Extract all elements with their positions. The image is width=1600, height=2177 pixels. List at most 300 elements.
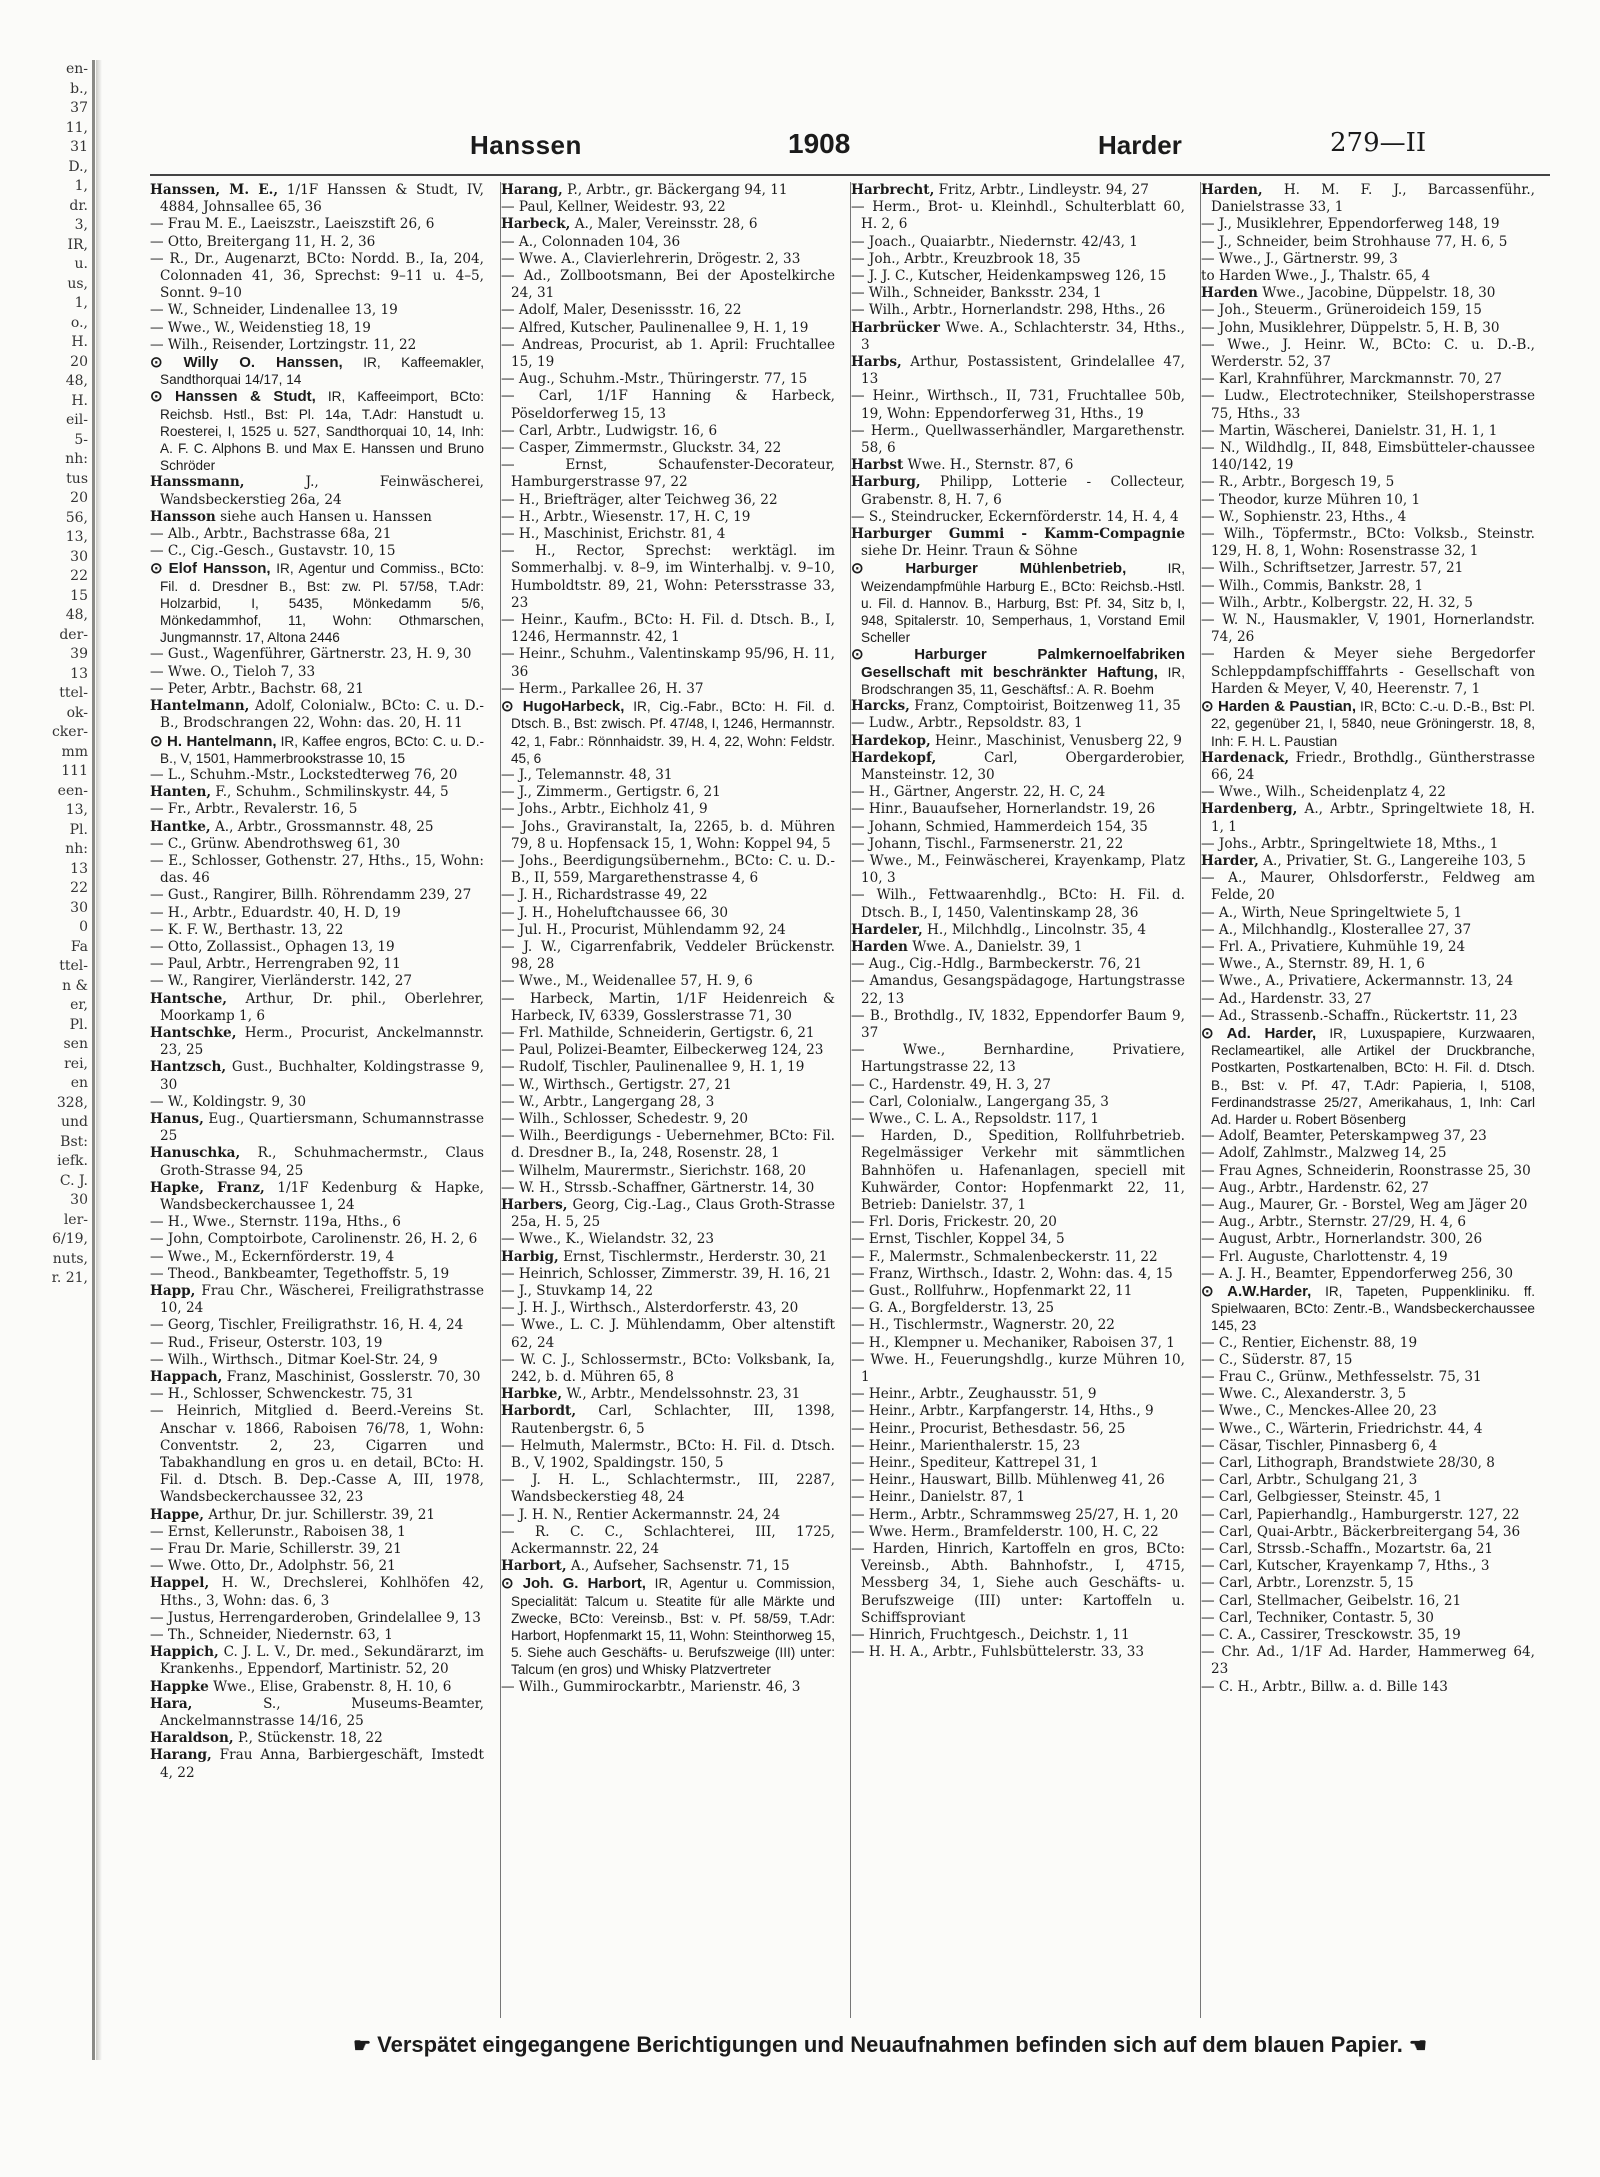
directory-entry — [150, 508, 484, 526]
prev-page-fragment: ttel- — [59, 958, 88, 974]
directory-entry — [1201, 801, 1535, 835]
page-number: 279—II — [1330, 128, 1427, 158]
entry-details: — Aug., Maurer, Gr. - Borstel, Weg am Jäger 20 — [1201, 1196, 1528, 1213]
directory-entry — [150, 336, 484, 354]
entry-details: — Johs., Arbtr., Eichholz 41, 9 — [501, 801, 708, 818]
directory-entry — [1201, 1179, 1535, 1197]
directory-entry — [851, 199, 1185, 233]
prev-page-fragment: 20 — [70, 490, 88, 506]
entry-name: Harden — [1201, 285, 1258, 302]
entry-details: — Carl, Techniker, Contastr. 5, 30 — [1201, 1609, 1434, 1626]
prev-page-fragment: 5- — [74, 431, 88, 448]
directory-entry — [1201, 474, 1535, 491]
directory-entry — [1201, 870, 1535, 904]
entry-details: — Peter, Arbtr., Bachstr. 68, 21 — [150, 680, 364, 697]
entry-details: — J., Zimmerm., Gertigstr. 6, 21 — [501, 784, 721, 801]
directory-entry — [851, 250, 1185, 268]
directory-entry — [501, 680, 835, 698]
directory-entry — [851, 422, 1185, 457]
prev-page-fragment: 30 — [70, 1192, 88, 1208]
directory-entry — [1201, 956, 1535, 973]
directory-entry — [150, 1351, 484, 1369]
entry-details: IR, Agentur und Commiss., BCto: Fil. d. Dresdner B., Bst: zw. Pl. 57/58, T.Adr: Holzarbid, I, 5435, Mönkedamm 5/6, Mönkedammhof, 11, Wohn: Othmarschen, Jungmannstr. 17, Altona 2446 — [160, 561, 484, 646]
entry-details: — Herm., Parkallee 26, H. 37 — [501, 680, 704, 697]
directory-entry — [851, 1437, 1185, 1455]
directory-entry — [150, 1024, 484, 1059]
directory-entry — [851, 1455, 1185, 1472]
entry-details: — Otto, Breitergang 11, H. 2, 36 — [150, 233, 376, 250]
entry-name: Harbordt, — [501, 1403, 577, 1420]
entry-details: — Wwe., Bernhardine, Privatiere, Hartungstrasse 22, 13 — [851, 1042, 1185, 1076]
entry-details: C. J. L. V., Dr. med., Sekundärarzt, im Krankenhs., Eppendorf, Martinistr. 52, 20 — [160, 1644, 485, 1678]
entry-details: — H., Arbtr., Eduardstr. 40, H. D, 19 — [150, 904, 401, 921]
entry-details: — J. H. N., Rentier Ackermannstr. 24, 24 — [501, 1506, 781, 1523]
prev-page-fragment: 1, — [74, 295, 88, 311]
directory-entry — [1201, 1541, 1535, 1558]
directory-entry — [1201, 1351, 1535, 1369]
entry-details: — W., Wirthsch., Gertigstr. 27, 21 — [501, 1076, 732, 1093]
entry-details: — Rudolf, Tischler, Paulinenallee 9, H. 1, 19 — [501, 1059, 805, 1076]
entry-name: Hanus, — [150, 1110, 204, 1127]
prev-page-fragment: und — [61, 1114, 88, 1130]
prev-page-fragment: 15 — [70, 587, 88, 604]
entry-details: — Ernst, Kellerunstr., Raboisen 38, 1 — [150, 1523, 406, 1540]
entry-name: Happel, — [150, 1575, 210, 1592]
entry-name: Harden — [851, 938, 908, 955]
prev-page-fragment: C. J. — [59, 1172, 88, 1189]
entry-details: — Wilh., Fettwaarenhdlg., BCto: H. Fil. d. Dtsch. B., I, 1450, Valentinskamp 28, 36 — [851, 887, 1185, 921]
directory-entry — [851, 268, 1185, 285]
directory-entry — [1201, 388, 1535, 422]
prev-page-fragment: 13 — [70, 860, 88, 877]
directory-entry — [501, 818, 835, 853]
directory-entry — [150, 1523, 484, 1541]
entry-details: — Ludw., Arbtr., Repsoldstr. 83, 1 — [851, 715, 1083, 732]
entry-details: — Wilh., Schriftsetzer, Jarrestr. 57, 21 — [1201, 560, 1464, 577]
entry-details: Friedr., Brothdlg., Güntherstrasse 66, 24 — [1211, 749, 1535, 783]
entry-details: Fritz, Arbtr., Lindleystr. 94, 27 — [938, 182, 1149, 198]
entry-details: — Johs., Arbtr., Springeltwiete 18, Mths., 1 — [1201, 835, 1499, 852]
entry-name: Happach, — [150, 1369, 223, 1386]
directory-entry — [1201, 1420, 1535, 1438]
directory-entry — [501, 904, 835, 922]
entry-details: 1/1F Hanssen & Studt, IV, 4884, Johnsallee 65, 36 — [160, 182, 484, 216]
column-3 — [850, 182, 1189, 2018]
entry-details: A., Privatier, St. G., Langereihe 103, 5 — [1263, 852, 1526, 869]
directory-entry — [150, 801, 484, 818]
entry-details: — J., Stuvkamp 14, 22 — [501, 1283, 653, 1299]
entry-details: — Johs., Graviranstalt, Ia, 2265, b. d. Mühren 79, 8 u. Hopfensack 15, 1, Wohn: Koppel 94, 5 — [501, 818, 835, 852]
entry-name: Hanssmann, — [150, 474, 245, 491]
entry-name: Hanssen, M. E., — [150, 182, 279, 198]
entry-details: — Gust., Rangirer, Billh. Röhrendamm 239, 27 — [150, 887, 472, 904]
directory-entry — [1201, 1558, 1535, 1575]
prev-page-fragment: 3, — [74, 217, 88, 233]
entry-details: Carl, Schlachter, III, 1398, Rautenbergstr. 6, 5 — [511, 1403, 835, 1437]
entry-details: — Herm., Quellwasserhändler, Margarethenstr. 58, 6 — [851, 422, 1185, 457]
entry-name: Harburger Gummi - Kamm-Compagnie — [851, 526, 1185, 543]
directory-entry — [1201, 1609, 1535, 1627]
entry-details: — Cäsar, Tischler, Pinnasberg 6, 4 — [1201, 1437, 1438, 1454]
entry-details: — Wwe., C., Menckes-Allee 20, 23 — [1201, 1403, 1437, 1420]
prev-page-fragment: dr. — [69, 197, 88, 214]
entry-details: — R., Arbtr., Borgesch 19, 5 — [1201, 474, 1395, 491]
directory-entry — [1201, 1506, 1535, 1524]
directory-entry — [150, 1386, 484, 1403]
directory-entry — [851, 1317, 1185, 1334]
entry-details: — J., Schneider, beim Strohhause 77, H. 6, 5 — [1201, 233, 1508, 250]
entry-details: A., Maler, Vereinsstr. 28, 6 — [574, 216, 758, 233]
directory-entry — [150, 1214, 484, 1231]
prev-page-fragment: iefk. — [57, 1153, 88, 1169]
entry-details: — John, Musiklehrer, Düppelstr. 5, H. B, 30 — [1201, 319, 1500, 336]
directory-entry — [150, 302, 484, 319]
prev-page-fragment: Pl. — [69, 1016, 88, 1033]
entry-details: — F., Malermstr., Schmalenbeckerstr. 11, 22 — [851, 1248, 1158, 1265]
column-1 — [150, 182, 488, 2018]
prev-page-fragment: Pl. — [69, 821, 88, 838]
prev-page-fragment: cker- — [51, 724, 88, 740]
entry-details: — Wwe., M., Feinwäscherei, Krayenkamp, Platz 10, 3 — [851, 852, 1185, 887]
directory-entry — [501, 182, 835, 199]
entry-details: — Paul, Polizei-Beamter, Eilbeckerweg 124, 23 — [501, 1042, 824, 1059]
entry-details: Franz, Maschinist, Gosslerstr. 70, 30 — [226, 1369, 481, 1386]
prev-page-fragment: 11, — [65, 119, 88, 136]
directory-entry — [501, 1024, 835, 1042]
directory-entry — [501, 1506, 835, 1524]
prev-page-fragment: 13, — [65, 529, 88, 545]
entry-details: — W., Rangirer, Vierländerstr. 142, 27 — [150, 973, 413, 990]
entry-name: Happ, — [150, 1283, 196, 1299]
directory-entry — [1201, 1265, 1535, 1283]
entry-details: — Adolf, Zahlmstr., Malzweg 14, 25 — [1201, 1145, 1447, 1162]
prev-page-fragment: 0 — [79, 919, 88, 935]
directory-entry — [150, 1179, 484, 1214]
entry-name: ⊙ Harburger Palmkernoelfabriken Gesellschaft mit beschränkter Haftung, — [851, 646, 1185, 681]
entry-name: Hantzsch, — [150, 1059, 227, 1076]
directory-entry — [1201, 1128, 1535, 1145]
directory-entry — [501, 336, 835, 371]
prev-page-fragment: Bst: — [60, 1133, 88, 1150]
entry-details: IR, Brodschrangen 35, 11, Geschäftsf.: A. R. Boehm — [861, 664, 1186, 697]
entry-details: A., Arbtr., Grossmannstr. 48, 25 — [214, 818, 434, 835]
entry-details: IR, Luxuspapiere, Kurzwaaren, Reclameartikel, alle Artikel der Druckbranche, Postkarten, Postkartenalben, BCto: H. Fil. d. Dtsch. B., Bst: v. Pf. 47, T.Adr: Papieria, I, 5108, Ferdinandstrasse 25/27, Amerikahaus, 1, Inh: Carl Ad. Harder u. Robert Bösenberg — [1211, 1025, 1535, 1127]
entry-details: — Otto, Zollassist., Ophagen 13, 19 — [150, 938, 395, 955]
directory-entry — [1201, 1334, 1535, 1352]
entry-details: — Heinr., Arbtr., Zeughausstr. 51, 9 — [851, 1386, 1097, 1403]
directory-entry — [851, 319, 1185, 354]
directory-entry — [1201, 1145, 1535, 1162]
entry-name: Hapke, Franz, — [150, 1179, 265, 1196]
directory-entry — [150, 1609, 484, 1627]
directory-entry — [1201, 1523, 1535, 1541]
entry-details: — Frau Dr. Marie, Schillerstr. 39, 21 — [150, 1541, 402, 1558]
directory-entry — [150, 216, 484, 233]
entry-details: Wwe. A., Danielstr. 39, 1 — [912, 938, 1083, 955]
directory-entry — [1201, 1386, 1535, 1403]
directory-entry — [501, 1196, 835, 1231]
entry-details: — Adolf, Beamter, Peterskampweg 37, 23 — [1201, 1128, 1487, 1145]
entry-details: — W. C. J., Schlossermstr., BCto: Volksbank, Ia, 242, b. d. Mühren 65, 8 — [501, 1351, 835, 1386]
directory-entry — [150, 921, 484, 939]
entry-details: — John, Comptoirbote, Carolinenstr. 26, H. 2, 6 — [150, 1231, 478, 1248]
entry-details: Wwe. A., Schlachterstr. 34, Hths., 3 — [861, 319, 1185, 353]
entry-details: — Herm., Arbtr., Schrammsweg 25/27, H. 1, 20 — [851, 1506, 1179, 1523]
directory-entry — [501, 216, 835, 233]
directory-entry — [150, 1334, 484, 1352]
entry-details: — Harden, D., Spedition, Rollfuhrbetrieb. Regelmässiger Verkehr mit sämmtlichen Bahnhöfen u. Hafenanlagen, speciell mit Kuhwärder, Contor: Hopfenmarkt 22, 11, Betrieb: Danielstr. 37, 1 — [851, 1128, 1185, 1213]
directory-entry — [851, 354, 1185, 388]
directory-entry — [150, 1747, 484, 1781]
entry-name: ⊙ HugoHarbeck, — [501, 698, 625, 716]
header-left-keyword: Hanssen — [470, 130, 582, 160]
directory-entry — [1201, 250, 1535, 268]
directory-entry — [150, 818, 484, 836]
entry-details: — Wilh., Schlosser, Schedestr. 9, 20 — [501, 1110, 749, 1127]
directory-entry — [150, 526, 484, 543]
entry-details: — Wwe., A., Sternstr. 89, H. 1, 6 — [1201, 956, 1425, 973]
directory-entry — [1201, 1196, 1535, 1214]
column-4 — [1200, 182, 1539, 2018]
directory-entry — [851, 1042, 1185, 1076]
directory-entry — [150, 1575, 484, 1609]
entry-details: siehe auch Hansen u. Hanssen — [220, 508, 432, 525]
prev-page-fragment: 111 — [61, 763, 88, 779]
directory-entry — [1201, 1283, 1536, 1335]
prev-page-fragment: tus — [66, 470, 88, 487]
entry-details: — A., Colonnaden 104, 36 — [501, 233, 681, 250]
entry-details: — Aug., Schuhm.-Mstr., Thüringerstr. 77, 15 — [501, 371, 808, 388]
directory-entry — [150, 388, 485, 474]
directory-entry — [851, 1248, 1185, 1266]
prev-page-fragment: er, — [70, 997, 88, 1013]
directory-entry — [851, 285, 1185, 302]
entry-details: — J. J. C., Kutscher, Heidenkampsweg 126, 15 — [851, 268, 1167, 285]
entry-details: W., Arbtr., Mendelssohnstr. 23, 31 — [566, 1386, 801, 1403]
entry-details: — C. H., Arbtr., Billw. a. d. Bille 143 — [1201, 1678, 1448, 1695]
entry-details: — Heinr., Arbtr., Karpfangerstr. 14, Hths., 9 — [851, 1403, 1154, 1420]
entry-details: — Adolf, Maler, Desenissstr. 16, 22 — [501, 302, 742, 319]
directory-entry — [851, 508, 1185, 526]
prev-page-fragment: 56, — [65, 509, 88, 526]
directory-entry — [851, 801, 1185, 818]
page-header — [470, 124, 1550, 164]
entry-details: — Martin, Wäscherei, Danielstr. 31, H. 1, 1 — [1201, 422, 1498, 439]
directory-entry — [851, 956, 1185, 973]
entry-name: Hantsche, — [150, 990, 228, 1007]
directory-entry — [851, 1007, 1185, 1042]
directory-entry — [1201, 1162, 1535, 1180]
entry-details: — W., Sophienstr. 23, Hths., 4 — [1201, 508, 1407, 525]
prev-page-fragment: nuts, — [52, 1250, 88, 1267]
directory-entry — [501, 457, 835, 491]
directory-entry — [150, 474, 484, 508]
directory-entry — [851, 1644, 1185, 1661]
directory-entry — [501, 1575, 835, 1678]
entry-details: Ernst, Tischlermstr., Herderstr. 30, 21 — [563, 1248, 828, 1265]
prev-page-fragment: 39 — [70, 646, 88, 662]
entry-details: — Harden, Hinrich, Kartoffeln en gros, BCto: Vereinsb., Abth. Bahnhofstr., I, 4715, Messberg 34, 1, Siehe auch Geschäfts- u. Berufszweige (III) unter: Kartoffeln u. Schiffsproviant — [851, 1541, 1185, 1626]
directory-entry — [501, 1059, 835, 1076]
prev-page-fragment: H. — [71, 392, 88, 409]
entry-details: — Aug., Cig.-Hdlg., Barmbeckerstr. 76, 21 — [851, 956, 1143, 973]
directory-entry — [501, 233, 835, 251]
entry-name: ⊙ Joh. G. Harbort, — [501, 1575, 646, 1593]
entry-details: — Wwe., A., Privatiere, Ackermannstr. 13, 24 — [1201, 973, 1514, 990]
directory-entry — [501, 1076, 835, 1094]
directory-entry — [1201, 973, 1535, 990]
entry-details: — Wilh., Wirthsch., Ditmar Koel-Str. 24, 9 — [150, 1351, 438, 1368]
directory-entry — [1201, 1024, 1535, 1128]
entry-details: — Wwe., Wilh., Scheidenplatz 4, 22 — [1201, 784, 1446, 801]
entry-name: ⊙ Harburger Mühlenbetrieb, — [851, 560, 1127, 578]
directory-entry — [501, 268, 835, 302]
entry-details: — Wilh., Reisender, Lortzingstr. 11, 22 — [150, 336, 417, 353]
entry-details: — K. F. W., Berthastr. 13, 22 — [150, 921, 344, 938]
entry-details: — Wwe. O., Tieloh 7, 33 — [150, 663, 316, 680]
prev-page-fragment: n & — [62, 977, 88, 994]
directory-entry — [1201, 182, 1535, 216]
entry-details: F., Schuhm., Schmilinskystr. 44, 5 — [215, 784, 449, 801]
prev-page-fragment: 31 — [70, 139, 88, 155]
entry-details: — H., Maschinist, Erichstr. 81, 4 — [501, 526, 726, 543]
directory-entry — [150, 1283, 484, 1317]
directory-entry — [501, 388, 835, 422]
directory-entry — [851, 732, 1185, 750]
entry-details: — Heinr., Marienthalerstr. 15, 23 — [851, 1437, 1081, 1454]
entry-name: Hansson — [150, 508, 216, 525]
entry-details: — L., Schuhm.-Mstr., Lockstedterweg 76, 20 — [150, 766, 458, 783]
directory-entry — [1201, 577, 1535, 595]
prev-page-fragment: 22 — [70, 568, 88, 584]
directory-entry — [851, 1300, 1185, 1317]
directory-entry — [150, 1730, 484, 1747]
directory-entry — [851, 715, 1185, 732]
directory-entry — [1201, 698, 1536, 750]
directory-entry — [150, 1678, 484, 1696]
directory-entry — [501, 1110, 835, 1128]
entry-name: ⊙ Ad. Harder, — [1201, 1024, 1317, 1042]
entry-name: Hardeler, — [851, 921, 923, 938]
entry-details: Frau Anna, Barbiergeschäft, Imstedt 4, 22 — [160, 1747, 484, 1781]
entry-details: — Gust., Wagenführer, Gärtnerstr. 23, H. 9, 30 — [150, 646, 472, 663]
entry-details: — Theodor, kurze Mühren 10, 1 — [1201, 491, 1421, 508]
prev-page-fragment: us, — [67, 275, 88, 292]
directory-entry — [1201, 1437, 1535, 1455]
directory-entry — [150, 354, 484, 388]
directory-entry — [851, 852, 1185, 887]
directory-entry — [501, 1128, 835, 1162]
prev-page-fragment: D., — [68, 158, 88, 175]
entry-name: Harbs, — [851, 354, 902, 371]
entry-details: — Franz, Wirthsch., Idastr. 2, Wohn: das. 4, 15 — [851, 1265, 1173, 1282]
directory-entry — [150, 887, 484, 904]
entry-details: — Carl, Strssb.-Schaffn., Mozartstr. 6a, 21 — [1201, 1541, 1494, 1558]
directory-entry — [150, 990, 485, 1025]
entry-details: to Harden Wwe., J., Thalstr. 65, 4 — [1201, 268, 1431, 285]
directory-entry — [501, 1093, 835, 1111]
entry-details: — Wwe. Otto, Dr., Adolphstr. 56, 21 — [150, 1558, 396, 1575]
entry-name: Hardenberg, — [1201, 801, 1298, 818]
entry-details: — Wwe. Herm., Bramfelderstr. 100, H. C, 22 — [851, 1523, 1159, 1540]
prev-page-fragment: 328, — [56, 1094, 88, 1111]
directory-columns — [150, 182, 1550, 2022]
directory-entry — [1201, 1575, 1535, 1592]
directory-entry — [851, 1334, 1185, 1352]
directory-entry — [501, 1162, 835, 1180]
directory-entry — [1201, 1472, 1535, 1489]
directory-entry — [851, 526, 1185, 560]
entry-details: — H., Wwe., Sternstr. 119a, Hths., 6 — [150, 1214, 401, 1231]
entry-details: — Rud., Friseur, Osterstr. 103, 19 — [150, 1334, 383, 1351]
entry-details: — Fr., Arbtr., Revalerstr. 16, 5 — [150, 801, 358, 818]
entry-details: — Aug., Arbtr., Hardenstr. 62, 27 — [1201, 1179, 1429, 1196]
entry-details: H. M. F. J., Barcassenführ., Danielstrasse 33, 1 — [1211, 182, 1535, 216]
entry-name: Harbke, — [501, 1386, 563, 1403]
entry-details: siehe Dr. Heinr. Traun & Söhne — [861, 543, 1078, 560]
entry-details: — J. H., Hoheluftchaussee 66, 30 — [501, 904, 729, 921]
pointing-hand-right-icon: ☚ — [1408, 2035, 1427, 2057]
directory-entry — [150, 680, 484, 698]
directory-entry — [150, 973, 484, 990]
header-right-keyword: Harder — [1098, 130, 1182, 160]
entry-name: Hantke, — [150, 818, 211, 835]
directory-entry — [1201, 371, 1535, 388]
entry-details: — Theod., Bankbeamter, Tegethoffstr. 5, 19 — [150, 1265, 450, 1282]
entry-details: — N., Wildhdlg., II, 848, Eimsbütteler-chaussee 140/142, 19 — [1201, 440, 1535, 474]
entry-details: — Helmuth, Malermstr., BCto: H. Fil. d. Dtsch. B., V, 1902, Spaldingstr. 150, 5 — [501, 1437, 835, 1472]
entry-details: — H., Arbtr., Wiesenstr. 17, H. C, 19 — [501, 508, 751, 525]
entry-details: — Wwe., W., Weidenstieg 18, 19 — [150, 319, 371, 336]
directory-entry — [1201, 268, 1535, 285]
directory-entry — [851, 1403, 1185, 1420]
entry-name: ⊙ A.W.Harder, — [1201, 1283, 1312, 1300]
entry-details: — Carl, 1/1F Hanning & Harbeck, Pöseldorferweg 15, 13 — [501, 388, 835, 422]
entry-details: — Wwe. A., Clavierlehrerin, Drögestr. 2, 33 — [501, 250, 801, 267]
directory-entry — [1201, 1592, 1535, 1610]
prev-page-fragment: 1, — [74, 178, 88, 194]
directory-entry — [1201, 560, 1535, 577]
entry-details: — Ludw., Electrotechniker, Steilshoperstrasse 75, Hths., 33 — [1201, 388, 1535, 422]
entry-name: Harder, — [1201, 852, 1259, 869]
directory-entry — [150, 1059, 484, 1093]
entry-details: — Wwe., K., Wielandstr. 32, 23 — [501, 1231, 715, 1248]
entry-details: Eug., Quartiersmann, Schumannstrasse 25 — [160, 1110, 484, 1145]
entry-details: — Casper, Zimmermstr., Gluckstr. 34, 22 — [501, 440, 782, 457]
entry-details: — Wwe., J., Gärtnerstr. 99, 3 — [1201, 250, 1398, 267]
entry-details: — Justus, Herrengarderoben, Grindelallee 9, 13 — [150, 1609, 481, 1626]
directory-entry — [1201, 904, 1535, 922]
entry-details: — August, Arbtr., Hornerlandstr. 300, 26 — [1201, 1231, 1483, 1248]
prev-page-fragment: Fa — [70, 938, 88, 955]
directory-entry — [150, 698, 484, 732]
directory-entry — [851, 388, 1185, 422]
directory-entry — [1201, 1455, 1535, 1472]
entry-details: — Johann, Schmied, Hammerdeich 154, 35 — [851, 818, 1148, 835]
entry-details: — J. H. J., Wirthsch., Alsterdorferstr. 43, 20 — [501, 1300, 799, 1317]
directory-entry — [851, 921, 1185, 939]
entry-details: — Wwe., C., Wärterin, Friedrichstr. 44, 4 — [1201, 1420, 1483, 1437]
entry-details: Franz, Comptoirist, Boitzenweg 11, 35 — [914, 698, 1181, 715]
entry-details: — H. H. A., Arbtr., Fuhlsbüttelerstr. 33, 33 — [851, 1644, 1145, 1661]
directory-entry — [501, 1437, 835, 1472]
entry-details: — H., Rector, Sprechst: werktägl. im Sommerhalbj. v. 8–9, im Winterhalbj. v. 9–10, Humboldtstr. 89, 21, Wohn: Petersstrasse 33, 23 — [501, 543, 835, 611]
entry-details: — Heinr., Wirthsch., II, 731, Fruchtallee 50b, 19, Wohn: Eppendorferweg 31, Hths., 19 — [851, 388, 1185, 422]
entry-details: — A., Milchhandlg., Klosterallee 27, 37 — [1201, 921, 1472, 938]
directory-entry — [851, 1283, 1185, 1300]
entry-details: Philipp, Lotterie - Collecteur, Grabenstr. 8, H. 7, 6 — [861, 474, 1185, 508]
directory-entry — [501, 1265, 835, 1283]
